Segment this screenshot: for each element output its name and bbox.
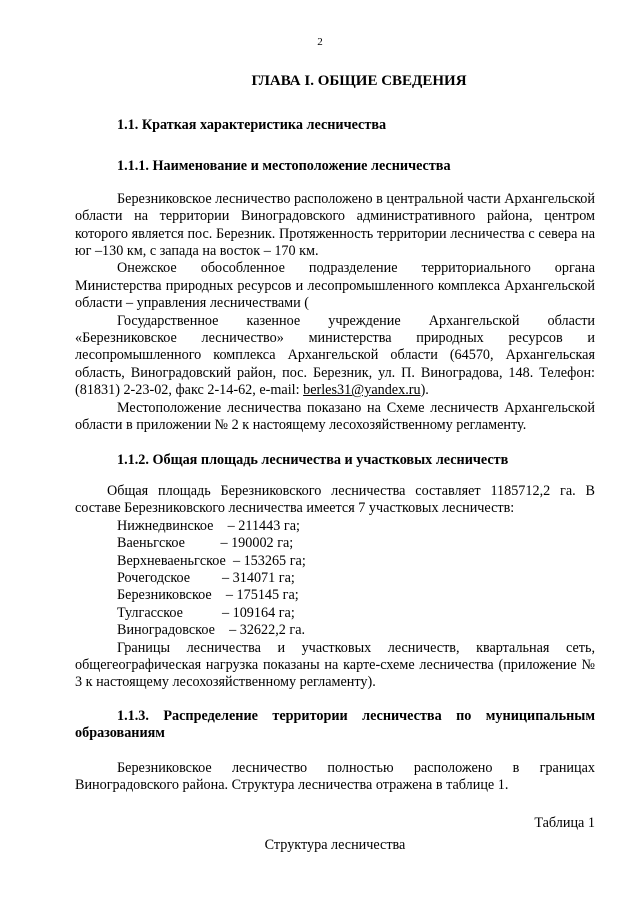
paragraph-scheme: Местоположение лесничества показано на Схеме лесничеств Архангельской области в приложении № 2 к настоящему лесохозяйственному регламенту. — [75, 399, 595, 434]
paragraph-municipal: Березниковское лесничество полностью расположено в границах Виноградовского района. Структура лесничества отражена в таблице 1. — [75, 759, 595, 793]
list-item: Ваеньгское – 190002 га; — [117, 535, 294, 552]
list-item: Березниковское – 175145 га; — [117, 587, 299, 604]
chapter-title: ГЛАВА I. ОБЩИЕ СВЕДЕНИЯ — [251, 73, 467, 89]
paragraph-borders: Границы лесничества и участковых лесничеств, квартальная сеть, общегеографическая нагрузка показаны на карте-схеме лесничества (приложение № 3 к настоящему лесохозяйственному регламенту). — [75, 639, 595, 691]
section-heading-1-1-3: 1.1.3. Распределение территории лесничества по муниципальным образованиям — [75, 707, 595, 742]
list-item: Тулгасское – 109164 га; — [117, 604, 295, 621]
paragraph-location: Березниковское лесничество расположено в центральной части Архангельской области на территории Виноградовского административного района, центром которого является пос. Березник. Протяженность территории лесничества с севера на юг –130 км, с запада на восток – 170 км. — [75, 190, 595, 260]
section-heading-1-1-2: 1.1.2. Общая площадь лесничества и участковых лесничеств — [117, 451, 509, 468]
section-heading-1-1: 1.1. Краткая характеристика лесничества — [117, 117, 387, 133]
email-link[interactable]: berles31@yandex.ru — [303, 382, 421, 399]
table-number: Таблица 1 — [534, 815, 595, 832]
institution-text-end: ). — [420, 382, 429, 399]
institution-text: Государственное казенное учреждение Архангельской области «Березниковское лесничество» министерства природных ресурсов и лесопромышленного комплекса Архангельской области (64570, Архангельская область, Виноградовский район, пос. Березник, ул. П. Виноградова, 148. Телефон: (81831) 2-23-02, факс 2-14-62, e-mail: — [75, 312, 595, 399]
list-item: Верхневаеньгское – 153265 га; — [117, 552, 306, 569]
paragraph-onega-unit: Онежское обособленное подразделение территориального органа Министерства природных ресурсов и лесопромышленного комплекса Архангельской области – управления лесничествами ( — [75, 260, 595, 312]
paragraph-institution — [75, 313, 595, 400]
table-title: Структура лесничества — [264, 836, 406, 853]
district-list — [75, 518, 595, 640]
list-item: Виноградовское – 32622,2 га. — [117, 622, 306, 639]
section-heading-1-1-1: 1.1.1. Наименование и местоположение лесничества — [117, 158, 451, 175]
page-number: 2 — [317, 36, 323, 48]
list-item: Нижнедвинское – 211443 га; — [117, 517, 300, 534]
document-body — [75, 72, 595, 854]
list-item: Рочегодское – 314071 га; — [117, 569, 295, 586]
paragraph-area-intro: Общая площадь Березниковского лесничества составляет 1185712,2 га. В составе Березниковского лесничества имеется 7 участковых лесничеств: — [75, 482, 595, 517]
